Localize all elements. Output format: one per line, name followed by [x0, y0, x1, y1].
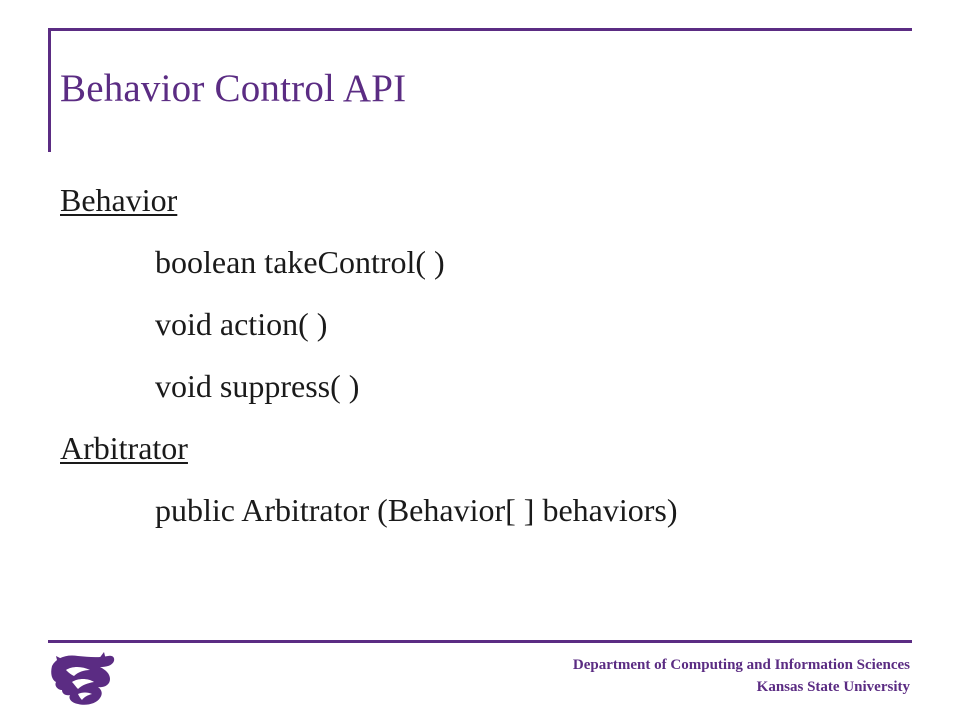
powercat-logo-icon: [48, 652, 118, 708]
title-frame-left-rule: [48, 28, 51, 152]
footer-credits: [573, 654, 910, 698]
title-frame-top-rule: [48, 28, 912, 31]
slide-title: Behavior Control API: [60, 67, 407, 110]
arbitrator-constructor: public Arbitrator (Behavior[ ] behaviors): [155, 492, 678, 528]
footer-rule: [48, 640, 912, 643]
section-heading-arbitrator: Arbitrator: [60, 430, 188, 466]
section-heading-behavior: Behavior: [60, 182, 178, 218]
footer-university: Kansas State University: [756, 679, 910, 695]
method-suppress: void suppress( ): [155, 368, 360, 404]
footer-department: Department of Computing and Information Sciences: [572, 657, 910, 673]
method-action: void action( ): [155, 306, 328, 342]
slide-body: [60, 176, 920, 548]
method-take-control: boolean takeControl( ): [155, 244, 445, 280]
